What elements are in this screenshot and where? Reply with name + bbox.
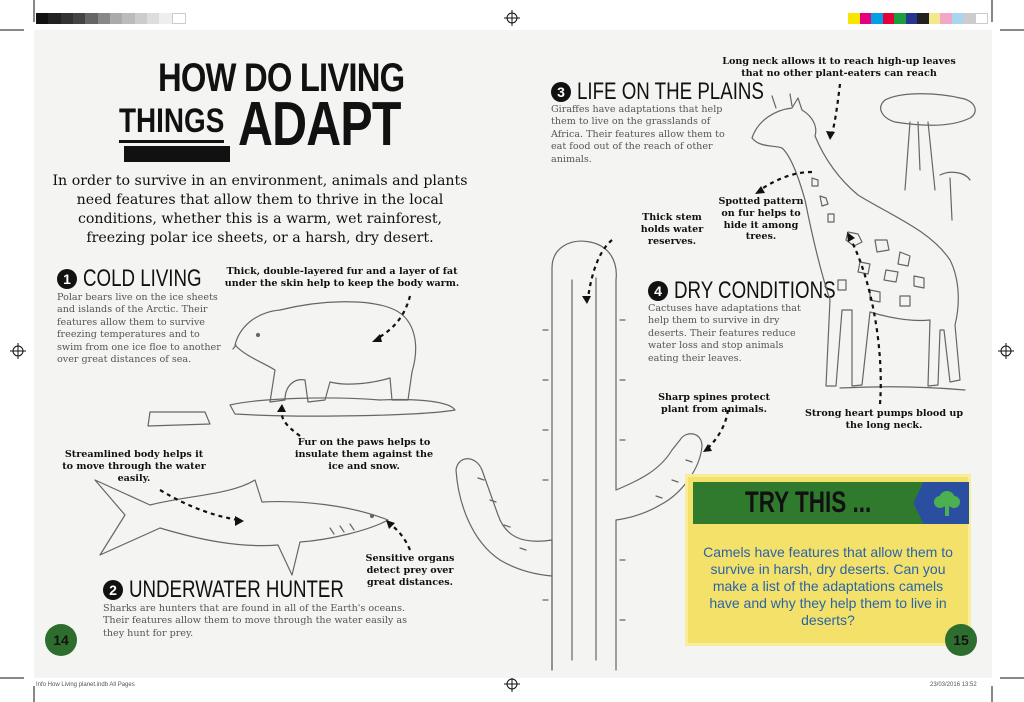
section-title: DRY CONDITIONS xyxy=(674,277,836,304)
section-number: 2 xyxy=(103,580,123,600)
callout-spotted: Spotted pattern on fur helps to hide it among trees. xyxy=(718,196,804,243)
polar-bear-illustration xyxy=(148,302,455,426)
try-this-icon-panel xyxy=(913,482,969,524)
page-title-adapt: ADAPT xyxy=(238,90,401,159)
page-number-right: 15 xyxy=(945,624,977,656)
section-number: 4 xyxy=(648,281,668,301)
section-plains-body: Giraffes have adaptations that help them to live on the grasslands of Africa. Their features allow them to eat food out of the reach of other animals. xyxy=(551,104,725,165)
page-title-line1: HOW DO LIVING xyxy=(158,56,405,100)
section-cold-body: Polar bears live on the ice sheets and islands of the Arctic. Their features allow them to survive freezing temperatures and to swim from one ice floe to another over great distances of sea. xyxy=(57,292,221,366)
tree-icon xyxy=(913,482,969,524)
section-title: COLD LIVING xyxy=(83,265,202,292)
callout-organs: Sensitive organs detect prey over great distances. xyxy=(365,553,455,588)
callout-spines: Sharp spines protect plant from animals. xyxy=(658,392,770,415)
footer-right: 23/03/2016 13:52 xyxy=(930,682,977,688)
callout-neck: Long neck allows it to reach high-up leaves that no other plant-eaters can reach xyxy=(722,56,956,79)
page-title-things: THINGS xyxy=(119,104,224,143)
page-number-left: 14 xyxy=(45,624,77,656)
try-this-header xyxy=(693,482,963,524)
section-number: 1 xyxy=(57,269,77,289)
callout-heart: Strong heart pumps blood up the long neck. xyxy=(804,408,964,431)
callout-streamlined: Streamlined body helps it to move through the water easily. xyxy=(62,449,206,484)
try-this-title: TRY THIS ... xyxy=(745,486,872,519)
callout-paws: Fur on the paws helps to insulate them against the ice and snow. xyxy=(294,437,434,472)
try-this-box xyxy=(685,474,971,646)
section-underwater-body: Sharks are hunters that are found in all of the Earth's oceans. Their features allow them to move through the water easily as they hunt for prey. xyxy=(103,603,408,639)
section-number: 3 xyxy=(551,82,571,102)
cactus-illustration xyxy=(456,241,702,670)
callout-stem: Thick stem holds water reserves. xyxy=(640,212,704,247)
section-title: UNDERWATER HUNTER xyxy=(129,576,344,603)
try-this-text: Camels have features that allow them to survive in harsh, dry deserts. Can you make a list of the adaptations camels have and why they help them to live in deserts? xyxy=(703,544,953,628)
section-title: LIFE ON THE PLAINS xyxy=(577,78,764,105)
footer-left: Info How Living planet.indb All Pages xyxy=(36,682,135,688)
callout-fur: Thick, double-layered fur and a layer of fat under the skin help to keep the body warm. xyxy=(224,266,460,289)
shark-illustration xyxy=(95,480,388,575)
intro-text: In order to survive in an environment, animals and plants need features that allow them to thrive in the local conditions, whether this is a warm, wet rainforest, freezing polar ice sheets, or a harsh, dry desert. xyxy=(52,173,468,246)
section-dry-body: Cactuses have adaptations that help them to survive in dry deserts. Their features reduce water loss and stop animals eating their leaves. xyxy=(648,303,801,364)
